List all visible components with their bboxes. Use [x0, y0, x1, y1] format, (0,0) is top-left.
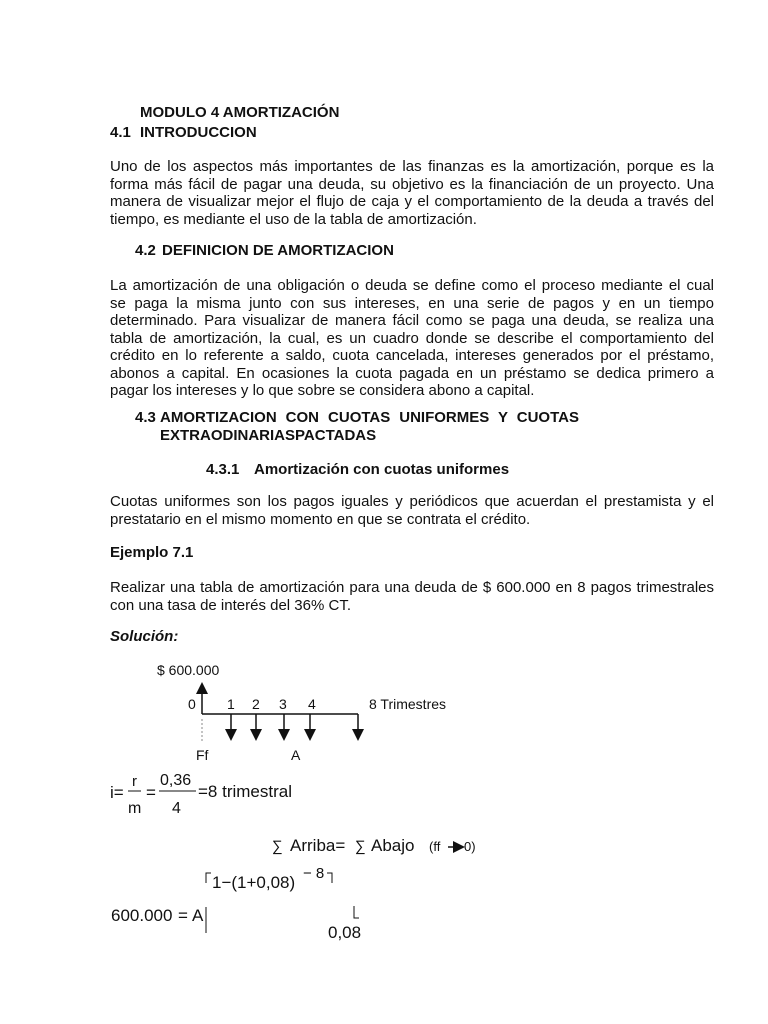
- solution-label: Solución:: [110, 628, 179, 645]
- intro-line: forma más fácil de pagar una deuda, su objetivo es la financiación de un proyecto. Una: [110, 175, 714, 193]
- annuity-lhs: 600.000: [111, 906, 173, 925]
- rate-value-denominator: 4: [172, 800, 181, 817]
- annuity-variable: A: [192, 906, 204, 925]
- section-4-3-1-title: Amortización con cuotas uniformes: [254, 461, 510, 478]
- balance-note-suffix: 0): [464, 839, 476, 854]
- sigma-icon: ∑: [272, 838, 283, 855]
- definition-line: tabla de amortización, la cual, es un cuadro donde se describe el comportamiento del: [110, 329, 714, 347]
- definition-line: crédito en lo referente a saldo, cuota cancelada, intereses generados por el préstamo,: [110, 347, 714, 364]
- cuotas-line: prestatario en el mismo momento en que se contrata el crédito.: [110, 510, 531, 528]
- annuity-equals: =: [178, 906, 188, 925]
- intro-line: manera de visualizar mejor el flujo de caja y el comportamiento de la deuda a través del: [110, 193, 714, 210]
- bracket-top-left: [206, 873, 211, 883]
- rate-fraction-denominator: m: [128, 800, 142, 817]
- definition-line: abonos a capital. En ocasiones la cuota pagada en un préstamo se dedica primero a: [110, 364, 714, 382]
- bracket-top-right: [327, 873, 332, 883]
- module-title: MODULO 4 AMORTIZACIÓN: [140, 104, 340, 121]
- present-value-label: $ 600.000: [157, 662, 220, 678]
- cuotas-line: Cuotas uniformes son los pagos iguales y periódicos que acuerdan el prestamista y el: [110, 493, 714, 510]
- section-4-3-title-line1: AMORTIZACION CON CUOTAS UNIFORMES Y CUOTAS: [160, 409, 579, 426]
- definition-line: La amortización de una obligación o deuda se define como el proceso mediante el cual: [110, 277, 714, 294]
- example-line: con una tasa de interés del 36% CT.: [110, 596, 351, 614]
- section-4-1-number: 4.1: [110, 124, 131, 141]
- rate-formula-lhs: i=: [110, 783, 124, 802]
- period-label: 2: [252, 696, 260, 712]
- intro-line: Uno de los aspectos más importantes de las finanzas es la amortización, porque es la: [110, 158, 714, 175]
- period-label: 1: [227, 696, 235, 712]
- end-period-label: 8 Trimestres: [369, 696, 447, 712]
- section-4-2-title: DEFINICION DE AMORTIZACION: [162, 242, 394, 259]
- definition-line: pagar los intereses y lo que sobre se considera abono a capital.: [110, 382, 535, 399]
- rate-fraction-numerator: r: [132, 773, 137, 790]
- annuity-numerator: 1−(1+0,08): [212, 873, 296, 892]
- section-4-3-number: 4.3: [135, 409, 156, 426]
- rate-equals: =: [146, 783, 156, 802]
- rate-value-numerator: 0,36: [160, 772, 192, 789]
- example-title: Ejemplo 7.1: [110, 544, 194, 561]
- period-label: 4: [308, 696, 316, 712]
- payment-label: A: [291, 747, 301, 763]
- definition-line: se paga la misma junto con sus intereses, en una serie de pagos y en un tiempo: [110, 294, 714, 312]
- balance-note-prefix: (ff: [429, 839, 441, 854]
- sigma-icon: ∑: [355, 838, 366, 855]
- annuity-denominator: 0,08: [328, 923, 362, 942]
- focal-date-label: Ff: [196, 747, 209, 763]
- section-4-3-1-number: 4.3.1: [206, 461, 240, 478]
- section-4-3-title-line2: EXTRAODINARIASPACTADAS: [160, 427, 377, 444]
- annuity-exponent: − 8: [303, 865, 325, 882]
- example-line: Realizar una tabla de amortización para una deuda de $ 600.000 en 8 pagos trimestrales: [110, 579, 714, 596]
- rate-result: =8 trimestral: [198, 782, 292, 801]
- period-label: 0: [188, 696, 196, 712]
- balance-up: Arriba=: [290, 836, 346, 855]
- intro-line: tiempo, es mediante el uso de la tabla de amortización.: [110, 210, 477, 228]
- definition-line: determinado. Para visualizar de manera fácil como se paga una deuda, se realiza una: [110, 312, 714, 329]
- section-4-2-number: 4.2: [135, 242, 156, 259]
- section-4-1-title: INTRODUCCION: [140, 124, 257, 141]
- period-label: 3: [279, 696, 287, 712]
- bracket-bottom-right: [354, 906, 359, 918]
- balance-down: Abajo: [371, 836, 415, 855]
